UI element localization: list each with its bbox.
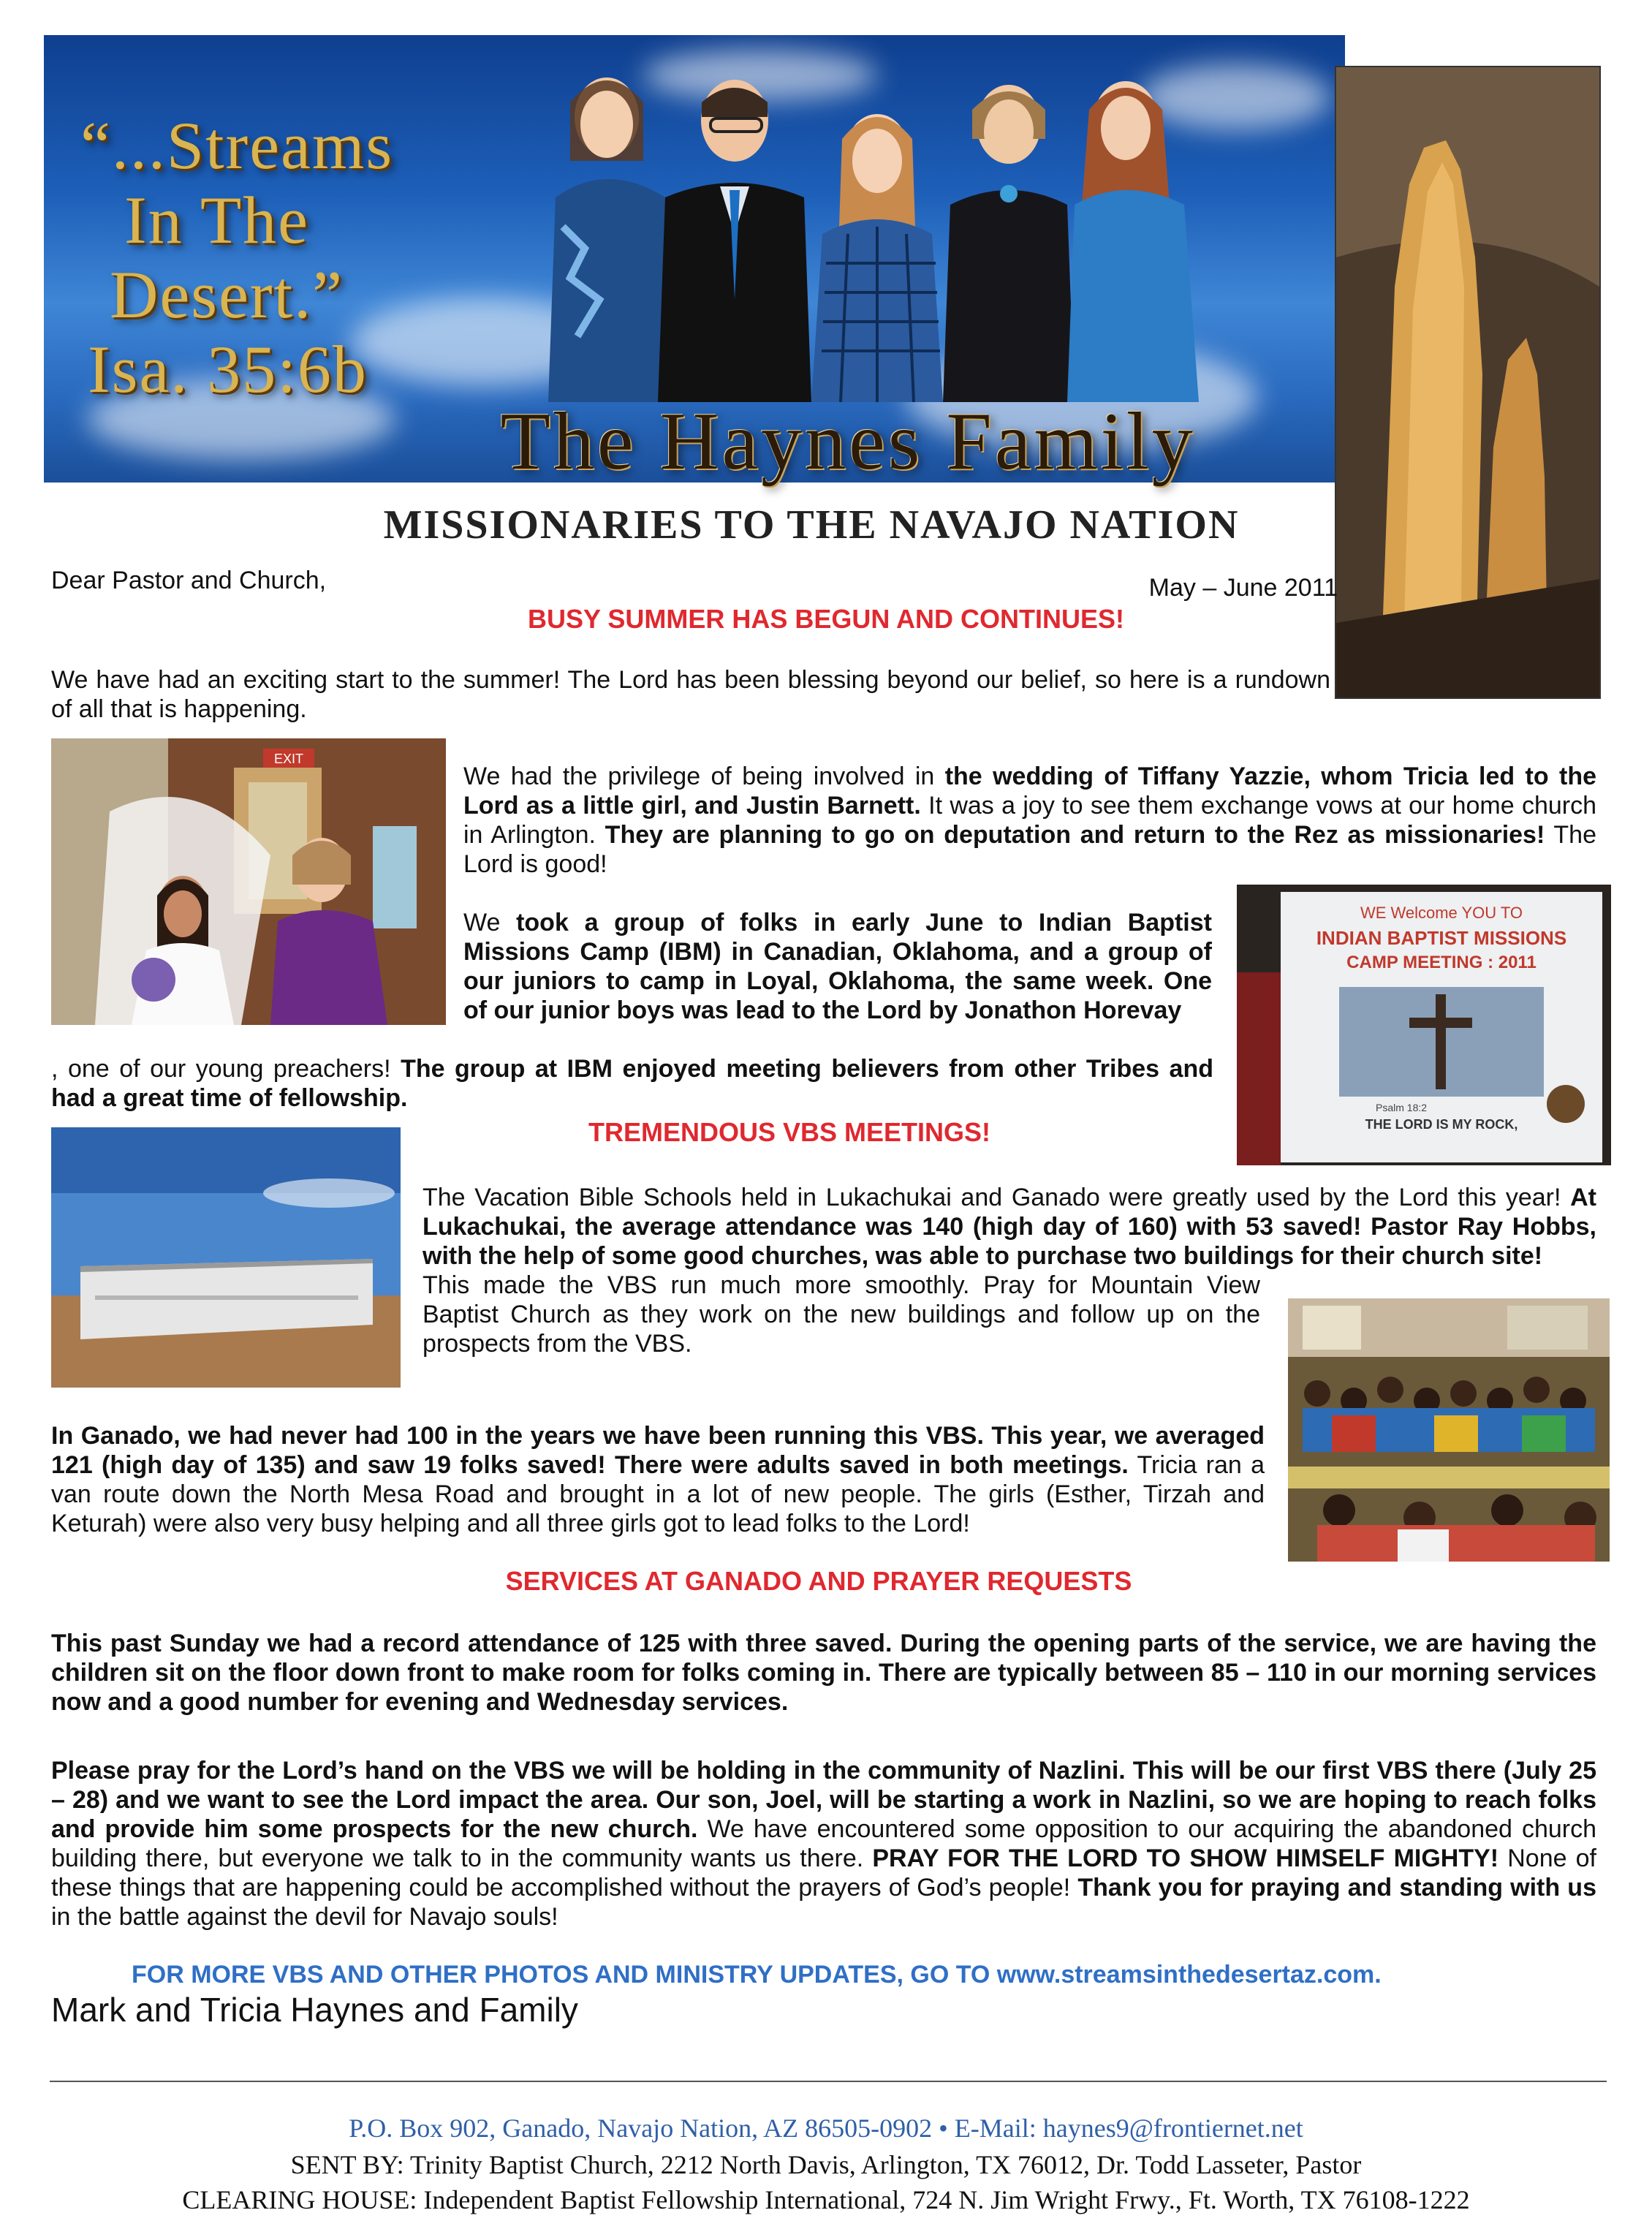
camp-banner-verse: THE LORD IS MY ROCK, <box>1365 1117 1518 1132</box>
wedding-text-2: It was a joy to see them exchange vows at our home church in Arlington. <box>463 792 1596 849</box>
prayer-text-bold-3: Thank you for praying and standing with us <box>1077 1874 1596 1902</box>
more-info-link[interactable]: FOR MORE VBS AND OTHER PHOTOS AND MINISTRY UPDATES, GO TO www.streamsinthedesertaz.com. <box>132 1961 1382 1989</box>
heading-vbs-meetings: TREMENDOUS VBS MEETINGS! <box>588 1117 991 1147</box>
camp-banner-line-1: WE Welcome YOU TO <box>1360 904 1523 922</box>
heading-services-prayer: SERVICES AT GANADO AND PRAYER REQUESTS <box>505 1566 1132 1596</box>
wedding-text-3: The Lord is good! <box>463 821 1596 878</box>
wedding-text-bold-2: They are planning to go on deputation and return to the Rez as missionaries! <box>605 821 1545 849</box>
rock-spire-photo <box>1336 67 1599 697</box>
vbs-paragraph-part1 <box>423 1183 1596 1271</box>
scripture-quote <box>80 108 417 406</box>
quote-line-2: In The <box>124 183 310 257</box>
subtitle: MISSIONARIES TO THE NAVAJO NATION <box>383 502 1240 548</box>
prayer-text-bold-1: Please pray for the Lord’s hand on the VBS we will be holding in the community of Nazlini. This will be our first VBS there (July 25 – 28) and we want to see the Lord impact the area. Our son, Joel, will be starting a work in Nazlini, so we are hoping to reach folks and provide him some prospects for the new church. <box>51 1757 1596 1843</box>
camp-text-bold-2: The group at IBM enjoyed meeting believers from other Tribes and had a great time of fellowship. <box>51 1055 1213 1112</box>
portable-building-photo <box>51 1127 401 1388</box>
intro-paragraph: We have had an exciting start to the summer! The Lord has been blessing beyond our belief, so here is a rundown of all that is happening. <box>51 666 1330 723</box>
prayer-text-1: We have encountered some opposition to our acquiring the abandoned church building there, but everyone we talk to in the community wants us there. <box>51 1815 1596 1872</box>
quote-line-1: “...Streams <box>80 108 394 183</box>
services-paragraph: This past Sunday we had a record attendance of 125 with three saved. During the opening parts of the service, we are having the children sit on the floor down front to make room for folks coming in. There are typically between 85 – 110 in our morning services now and a good number for evening and Wednesday services. <box>51 1630 1596 1716</box>
quote-reference: Isa. 35:6b <box>88 332 368 406</box>
footer-address: P.O. Box 902, Ganado, Navajo Nation, AZ 86505-0902 • E-Mail: haynes9@frontiernet.net <box>349 2114 1303 2143</box>
camp-paragraph-part1 <box>463 908 1212 1025</box>
prayer-text-2: None of these things that are happening could be accomplished without the prayers of God’s people! <box>51 1844 1596 1902</box>
camp-banner-line-2: INDIAN BAPTIST MISSIONS <box>1316 927 1567 949</box>
camp-banner-line-3: CAMP MEETING : 2011 <box>1346 953 1537 972</box>
signature: Mark and Tricia Haynes and Family <box>51 1991 578 2029</box>
letter-date: May – June 2011 <box>1148 574 1338 602</box>
vbs-children-photo <box>1288 1298 1610 1562</box>
wedding-paragraph <box>463 762 1596 879</box>
camp-meeting-photo <box>1237 885 1611 1165</box>
footer-clearing-house: CLEARING HOUSE: Independent Baptist Fellowship International, 724 N. Jim Wright Frwy., Ft. Worth, TX 76108-1222 <box>182 2185 1470 2214</box>
camp-text-1: We <box>463 909 517 937</box>
ganado-text-bold-1: In Ganado, we had never had 100 in the years we have been running this VBS. This year, we averaged 121 (high day of 135) and saw 19 folks saved! There were adults saved in both meetings. <box>51 1422 1265 1479</box>
prayer-text-3: in the battle against the devil for Navajo souls! <box>51 1903 558 1931</box>
camp-banner-psalm: Psalm 18:2 <box>1376 1102 1428 1113</box>
ganado-text-1: Tricia ran a van route down the North Mesa Road and brought in a lot of new people. The girls (Esther, Tirzah and Keturah) were also very busy helping and all three girls got to lead folks to the Lord! <box>51 1451 1265 1537</box>
quote-line-3: Desert.” <box>110 257 344 332</box>
vbs-text-1: The Vacation Bible Schools held in Lukachukai and Ganado were greatly used by the Lord this year! <box>423 1184 1571 1211</box>
wedding-text-1: We had the privilege of being involved in <box>463 763 945 790</box>
vbs-paragraph-part2: This made the VBS run much more smoothly. Pray for Mountain View Baptist Church as they work on the new buildings and follow up on the prospects from the VBS. <box>423 1271 1260 1358</box>
family-name-title: The Haynes Family <box>500 396 1196 487</box>
exit-sign: EXIT <box>273 752 304 766</box>
family-photo <box>541 58 1213 402</box>
heading-busy-summer: BUSY SUMMER HAS BEGUN AND CONTINUES! <box>527 604 1125 634</box>
camp-paragraph-part2 <box>51 1054 1213 1113</box>
ganado-paragraph <box>51 1421 1265 1538</box>
wedding-photo <box>51 738 446 1025</box>
prayer-paragraph <box>51 1756 1596 1931</box>
footer-sent-by: SENT BY: Trinity Baptist Church, 2212 North Davis, Arlington, TX 76012, Dr. Todd Lasseter, Pastor <box>290 2150 1362 2179</box>
footer-divider <box>50 2081 1607 2082</box>
camp-text-2: , one of our young preachers! <box>51 1055 401 1083</box>
prayer-text-bold-2: PRAY FOR THE LORD TO SHOW HIMSELF MIGHTY! <box>872 1844 1499 1872</box>
camp-text-bold-1: took a group of folks in early June to Indian Baptist Missions Camp (IBM) in Canadian, Oklahoma, and a group of our juniors to camp in Loyal, Oklahoma, the same week. One of our junior boys was lead to the Lord by Jonathon Horevay <box>463 909 1212 1024</box>
greeting: Dear Pastor and Church, <box>51 567 327 594</box>
vbs-text-bold-1: At Lukachukai, the average attendance was 140 (high day of 160) with 53 saved! Pastor Ray Hobbs, with the help of some good churches, was able to purchase two buildings for their church site! <box>423 1184 1596 1270</box>
wedding-text-bold-1: the wedding of Tiffany Yazzie, whom Tricia led to the Lord as a little girl, and Justin Barnett. <box>463 763 1597 820</box>
